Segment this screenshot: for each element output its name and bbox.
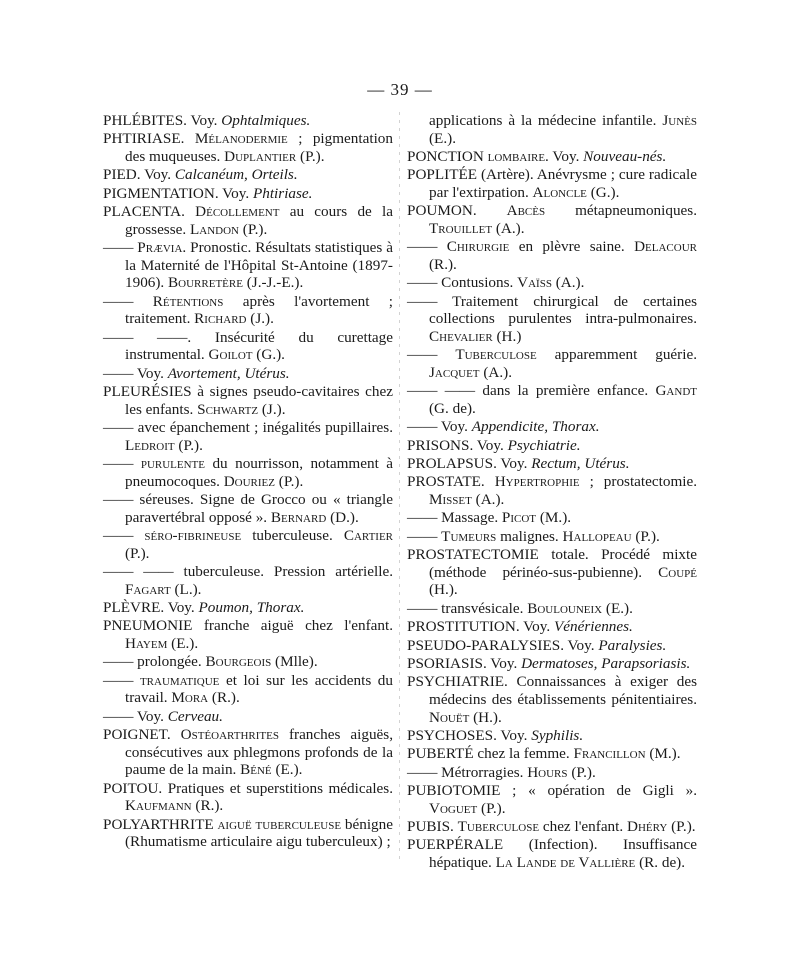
- entry-text: PSORIASIS. Voy.: [407, 654, 522, 672]
- entry-text: ——: [103, 292, 153, 310]
- entry-text: (R.).: [191, 797, 224, 815]
- entry-text: (D.).: [326, 508, 359, 526]
- entry-text: (A.).: [479, 363, 513, 381]
- entry-text: ——: [407, 238, 447, 256]
- index-entry: [407, 673, 697, 726]
- index-entry: [103, 293, 393, 328]
- entry-text: (G. de).: [429, 399, 476, 417]
- index-entry: [103, 563, 393, 598]
- index-entry: [407, 600, 697, 618]
- entry-text: malignes.: [496, 527, 563, 545]
- small-caps-text: Abcès: [506, 202, 546, 220]
- small-caps-text: Fagart: [125, 580, 171, 598]
- index-entry: [103, 329, 393, 364]
- entry-text: PHLÉBITES. Voy.: [103, 112, 222, 129]
- entry-text: bénigne (Rhumatisme articulaire aigu tuberculeux) ;: [125, 815, 393, 851]
- small-caps-text: Tuberculose: [457, 818, 540, 836]
- entry-text: tuberculeuse.: [241, 527, 344, 545]
- cross-reference: Nouveau-nés.: [583, 147, 667, 165]
- entry-text: —— ——. Insécurité du curettage instrumental.: [103, 328, 393, 364]
- entry-text: (R.).: [429, 255, 457, 273]
- entry-text: et loi sur les accidents du travail.: [125, 671, 393, 707]
- entry-text: (E.).: [271, 761, 303, 779]
- entry-text: PROSTATE.: [407, 473, 495, 491]
- entry-text: (A.).: [492, 219, 525, 237]
- entry-text: (P.).: [238, 220, 268, 238]
- entry-text: ——: [407, 527, 442, 545]
- index-entry: [103, 455, 393, 490]
- entry-text: PLACENTA.: [103, 203, 196, 221]
- entry-text: —— Traitement chirurgical de certaines collections purulentes intra-pulmonaires.: [407, 292, 697, 328]
- entry-text: chez l'enfant.: [539, 818, 627, 836]
- cross-reference: Paralysies.: [598, 636, 667, 654]
- entry-text: PUERPÉRALE (Infection). Insuffisance hépatique.: [407, 836, 697, 872]
- small-caps-text: Bourgeois: [205, 653, 272, 671]
- entry-text: applications à la médecine infantile.: [429, 112, 663, 129]
- small-caps-text: Prævia: [137, 239, 183, 257]
- small-caps-text: Francillon: [573, 745, 646, 763]
- index-entry: [103, 166, 393, 184]
- entry-text: PHTIRIASE.: [103, 130, 195, 148]
- small-caps-text: purulente: [140, 455, 205, 473]
- entry-text: (J.).: [258, 400, 286, 418]
- entry-text: (L.).: [170, 580, 202, 598]
- small-caps-text: Delacour: [634, 238, 697, 256]
- index-entry: [407, 112, 697, 147]
- index-entry: [103, 708, 393, 726]
- index-entry: [407, 764, 697, 782]
- entry-text: —— Voy.: [103, 707, 168, 725]
- index-entry: [407, 509, 697, 527]
- small-caps-text: Béné: [240, 761, 272, 779]
- small-caps-text: Rétentions: [152, 292, 224, 310]
- entry-text: (H.).: [429, 581, 458, 599]
- small-caps-text: La Lande de Vallière: [495, 854, 636, 872]
- small-caps-text: Coupé: [658, 563, 697, 581]
- entry-text: (E.).: [429, 129, 456, 147]
- entry-text: PLÈVRE. Voy.: [103, 598, 199, 616]
- entry-text: —— Massage.: [407, 509, 502, 527]
- entry-text: —— Métrorragies.: [407, 763, 528, 781]
- entry-text: —— Contusions.: [407, 274, 518, 292]
- index-entry: [103, 203, 393, 238]
- entry-text: (E.).: [167, 634, 199, 652]
- small-caps-text: Voguet: [429, 799, 478, 817]
- entry-text: en plèvre saine.: [509, 238, 635, 256]
- small-caps-text: Boulouneix: [527, 599, 603, 617]
- small-caps-text: Schwartz: [197, 400, 259, 418]
- index-entry: [407, 836, 697, 871]
- index-entry: [103, 112, 393, 130]
- index-entry: [407, 202, 697, 237]
- small-caps-text: Ledroit: [125, 436, 175, 454]
- entry-text: (R.).: [208, 689, 240, 707]
- small-caps-text: Bernard: [270, 508, 327, 526]
- entry-text: POLYARTHRITE: [103, 815, 218, 833]
- small-caps-text: Dhéry: [626, 818, 668, 836]
- index-entry: [103, 130, 393, 165]
- index-entry: [103, 726, 393, 779]
- small-caps-text: Mora: [171, 689, 209, 707]
- index-entry: [103, 653, 393, 671]
- small-caps-text: Chevalier: [429, 327, 493, 345]
- cross-reference: Cerveau.: [167, 707, 223, 725]
- small-caps-text: Nouët: [429, 708, 470, 726]
- entry-text: ——: [103, 671, 140, 689]
- small-caps-text: Tumeurs: [441, 527, 497, 545]
- entry-text: —— —— tuberculeuse. Pression artérielle.: [103, 563, 393, 580]
- index-entry: [407, 418, 697, 436]
- entry-text: apparemment guérie.: [536, 346, 697, 364]
- entry-text: PSYCHOSES. Voy.: [407, 726, 532, 744]
- entry-text: ——: [103, 527, 145, 545]
- small-caps-text: Duplantier: [224, 147, 297, 165]
- small-caps-text: Vaïss: [517, 274, 552, 292]
- cross-reference: Avortement, Utérus.: [167, 364, 290, 382]
- small-caps-text: Richard: [194, 310, 247, 328]
- entry-text: PONCTION: [407, 147, 488, 165]
- index-entry: [407, 238, 697, 273]
- small-caps-text: Goilot: [208, 346, 253, 364]
- small-caps-text: Gandt: [655, 382, 697, 400]
- index-entry: [103, 185, 393, 203]
- entry-text: PUBIOTOMIE ; « opération de Gigli ».: [407, 782, 697, 800]
- cross-reference: Poumon, Thorax.: [198, 598, 305, 616]
- small-caps-text: Junès: [662, 112, 697, 129]
- entry-text: PSEUDO-PARALYSIES. Voy.: [407, 636, 599, 654]
- entry-text: (Mlle).: [271, 653, 318, 671]
- entry-text: PIED. Voy.: [103, 166, 175, 184]
- index-entry: [103, 617, 393, 652]
- column-divider: [399, 112, 400, 860]
- cross-reference: Appendicite, Thorax.: [471, 418, 600, 436]
- index-entry: [407, 618, 697, 636]
- entry-text: PROSTITUTION. Voy.: [407, 618, 554, 636]
- cross-reference: Vénériennes.: [553, 618, 633, 636]
- entry-text: ——: [407, 346, 456, 364]
- entry-text: —— Voy.: [103, 364, 168, 382]
- entry-text: —— avec épanchement ; inégalités pupillaires.: [103, 419, 393, 437]
- small-caps-text: Hayem: [125, 634, 168, 652]
- index-entry: [103, 239, 393, 292]
- index-entry: [407, 655, 697, 673]
- small-caps-text: Bourretère: [168, 274, 243, 292]
- index-entry: [407, 437, 697, 455]
- entry-text: (G.).: [586, 183, 620, 201]
- index-entry: [407, 274, 697, 292]
- index-entry: [407, 637, 697, 655]
- small-caps-text: Tuberculose: [455, 346, 537, 364]
- small-caps-text: aiguë tuberculeuse: [217, 815, 342, 833]
- entry-text: (P.).: [296, 147, 325, 165]
- entry-text: (P.).: [631, 527, 660, 545]
- entry-text: (P.).: [477, 799, 506, 817]
- small-caps-text: Jacquet: [429, 363, 480, 381]
- entry-text: POPLITÉE (Artère). Anévrysme ; cure radicale par l'extirpation.: [407, 166, 697, 201]
- entry-text: franches aiguës, consécutives aux phlegmons profonds de la paume de la main.: [125, 726, 393, 779]
- cross-reference: Calcanéum, Orteils.: [174, 166, 298, 184]
- cross-reference: Rectum, Utérus.: [531, 455, 630, 473]
- entry-text: PSYCHIATRIE. Connaissances à exiger des médecins des établissements pénitentiaires.: [407, 673, 697, 708]
- entry-text: du nourrisson, notamment à pneumocoques.: [125, 455, 393, 490]
- entry-text: POITOU. Pratiques et superstitions médicales.: [103, 779, 393, 797]
- entry-text: PLEURÉSIES à signes pseudo-cavitaires chez les enfants.: [103, 383, 393, 418]
- index-entry: [103, 672, 393, 707]
- cross-reference: Psychiatrie.: [507, 436, 581, 454]
- index-entry: [407, 455, 697, 473]
- small-caps-text: Landon: [189, 220, 239, 238]
- index-entry: [407, 148, 697, 166]
- cross-reference: Dermatoses, Parapsoriasis.: [521, 654, 691, 672]
- cross-reference: Ophtalmiques.: [221, 112, 311, 129]
- entry-text: —— transvésicale.: [407, 599, 528, 617]
- index-entry: [407, 782, 697, 817]
- left-column: [103, 112, 393, 852]
- right-column: [407, 112, 697, 872]
- entry-text: PRISONS. Voy.: [407, 436, 508, 454]
- index-entry: [103, 527, 393, 562]
- entry-text: (G.).: [252, 346, 285, 364]
- small-caps-text: Cartier: [343, 527, 394, 545]
- cross-reference: Phtiriase.: [252, 184, 313, 202]
- index-entry: [407, 473, 697, 508]
- small-caps-text: Hallopeau: [562, 527, 632, 545]
- entry-text: PIGMENTATION. Voy.: [103, 184, 253, 202]
- entry-text: (J.).: [246, 310, 274, 328]
- small-caps-text: Douriez: [223, 472, 275, 490]
- small-caps-text: lombaire: [487, 147, 546, 165]
- entry-text: (P.).: [275, 472, 304, 490]
- small-caps-text: Trouillet: [429, 219, 493, 237]
- page-number: — 39 —: [367, 80, 433, 99]
- entry-text: PROSTATECTOMIE totale. Procédé mixte (méthode périnéo-sus-pubienne).: [407, 546, 697, 581]
- index-entry: [407, 727, 697, 745]
- small-caps-text: Ostéoarthrites: [180, 726, 279, 744]
- index-entry: [103, 780, 393, 815]
- index-entry: [407, 546, 697, 599]
- small-caps-text: Kaufmann: [125, 797, 192, 815]
- small-caps-text: Picot: [501, 509, 537, 527]
- entry-text: (P.).: [667, 818, 696, 836]
- index-entry: [407, 528, 697, 546]
- index-entry: [103, 816, 393, 851]
- small-caps-text: Décollement: [195, 203, 280, 221]
- index-entry: [103, 383, 393, 418]
- small-caps-text: séro-fibrineuse: [144, 527, 242, 545]
- entry-text: —— Voy.: [407, 418, 472, 436]
- index-entry: [103, 365, 393, 383]
- small-caps-text: Aloncle: [532, 183, 587, 201]
- entry-text: (P.).: [174, 436, 203, 454]
- index-entry: [407, 818, 697, 836]
- entry-text: (H.).: [469, 708, 502, 726]
- entry-text: (R. de).: [635, 854, 686, 872]
- entry-text: (A.).: [551, 274, 585, 292]
- entry-text: . Voy.: [545, 147, 584, 165]
- small-caps-text: Hypertrophie: [494, 473, 580, 491]
- entry-text: ; pigmentation des muqueuses.: [125, 130, 393, 165]
- entry-text: ——: [103, 455, 141, 473]
- entry-text: (P.).: [125, 544, 150, 562]
- entry-text: métapneumoniques.: [545, 202, 697, 220]
- entry-text: (M.).: [536, 509, 572, 527]
- small-caps-text: traumatique: [139, 671, 220, 689]
- entry-text: (M.).: [645, 745, 681, 763]
- entry-text: PUBERTÉ chez la femme.: [407, 745, 574, 763]
- entry-text: (E.).: [602, 599, 633, 617]
- index-entry: [103, 419, 393, 454]
- entry-text: PUBIS.: [407, 818, 458, 836]
- cross-reference: Syphilis.: [531, 726, 584, 744]
- small-caps-text: Hours: [527, 763, 568, 781]
- index-entry: [407, 166, 697, 201]
- small-caps-text: Chirurgie: [446, 238, 510, 256]
- entry-text: (A.).: [471, 491, 505, 509]
- entry-text: —— séreuses. Signe de Grocco ou « triangle paravertébral opposé ».: [103, 491, 393, 526]
- entry-text: (P.).: [567, 763, 596, 781]
- entry-text: au cours de la grossesse.: [125, 203, 393, 238]
- small-caps-text: Misset: [429, 491, 472, 509]
- entry-text: après l'avortement ; traitement.: [125, 292, 393, 328]
- index-entry: [103, 491, 393, 526]
- small-caps-text: Mélanodermie: [194, 130, 288, 148]
- entry-text: POIGNET.: [103, 726, 181, 744]
- entry-text: ——: [103, 239, 138, 257]
- entry-text: POUMON.: [407, 202, 507, 220]
- index-entry: [407, 745, 697, 763]
- entry-text: . Pronostic. Résultats statistiques à la Maternité de l'Hôpital St-Antoine (1897-1906).: [125, 239, 393, 292]
- index-entry: [407, 382, 697, 417]
- entry-text: PROLAPSUS. Voy.: [407, 455, 532, 473]
- entry-text: —— prolongée.: [103, 653, 206, 671]
- entry-text: (J.-J.-E.).: [242, 274, 304, 292]
- index-entry: [407, 346, 697, 381]
- index-entry: [103, 599, 393, 617]
- entry-text: PNEUMONIE franche aiguë chez l'enfant.: [103, 617, 393, 635]
- entry-text: (H.): [492, 327, 522, 345]
- entry-text: —— —— dans la première enfance.: [407, 382, 656, 400]
- entry-text: ; prostatectomie.: [579, 473, 698, 491]
- index-entry: [407, 293, 697, 346]
